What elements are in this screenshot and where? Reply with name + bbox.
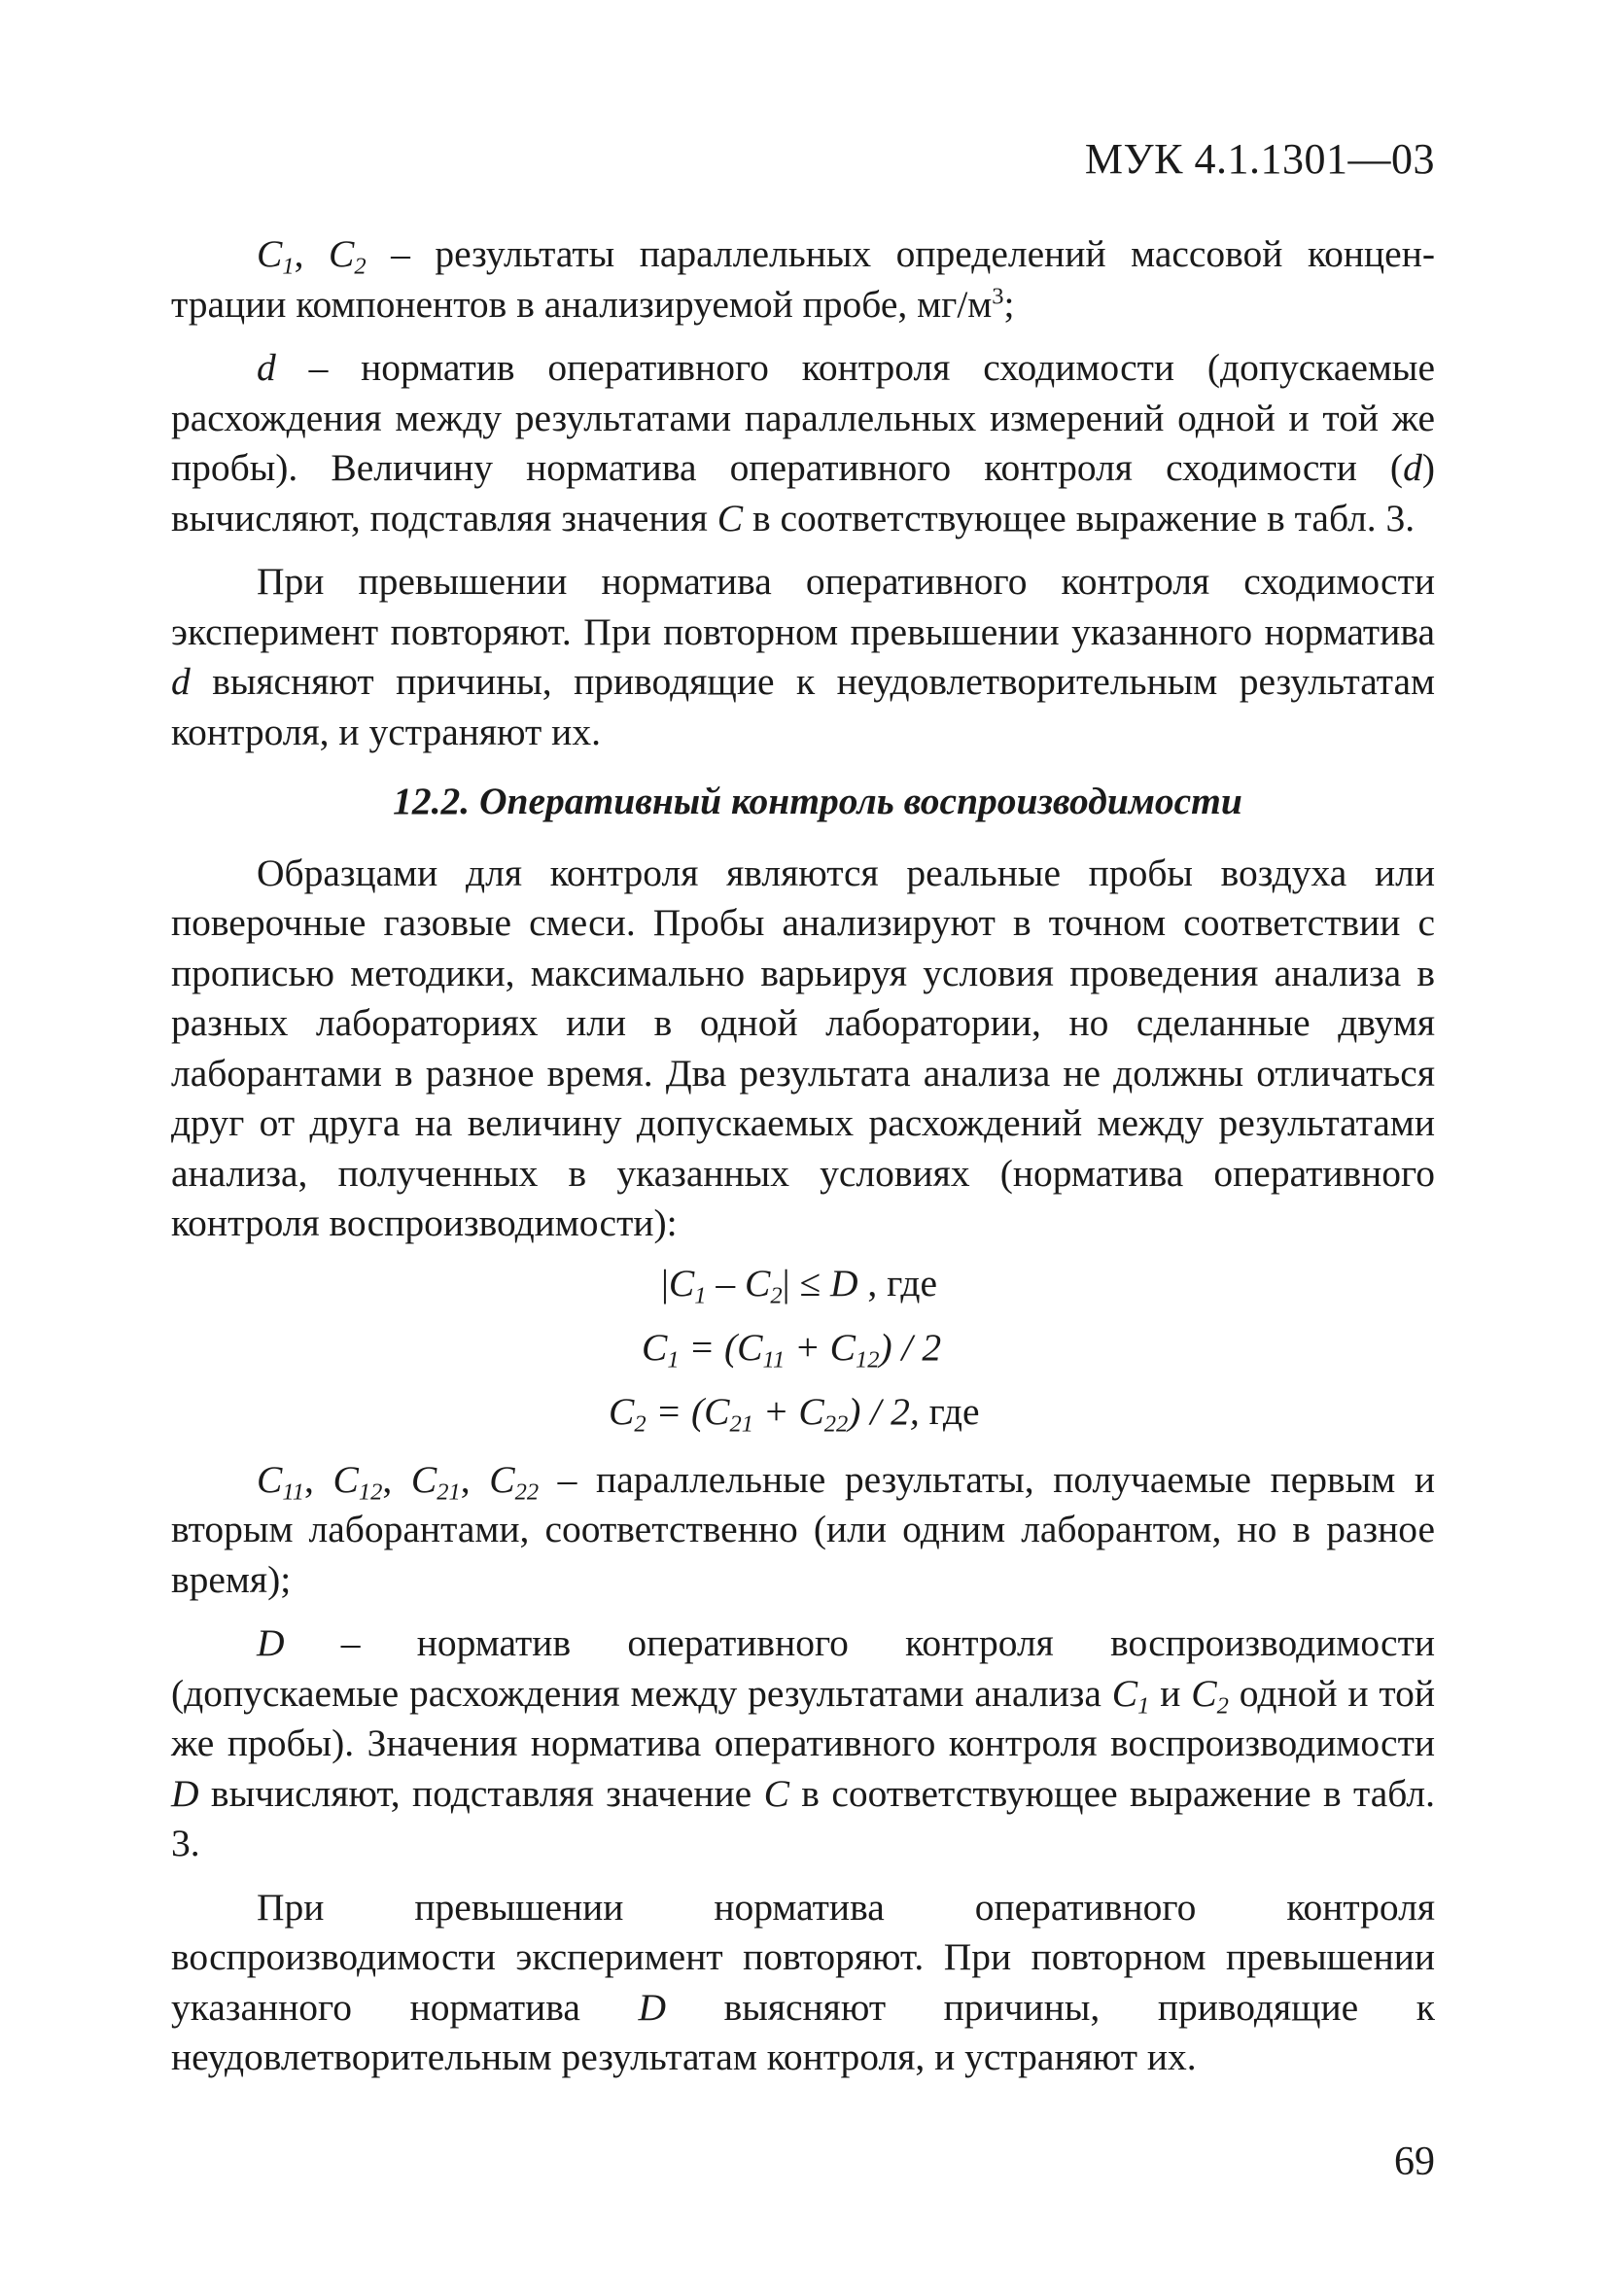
formula-c1: $C_1 = (C_{11} + C_{12}) / 2$ <box>642 1325 942 1373</box>
body-text <box>171 229 1435 2083</box>
formula-c2: $C_2 = (C_{21} + C_{22}) / 2$, где <box>609 1389 980 1437</box>
paragraph-D-definition: D – норматив оперативного контроля воспроизводимости (допускаемые расхождения между результатами анализа $C_1$ и $C_2$ одной и той же пробы). Значения норматива оперативного контроля воспроизводимости D вычисляют, подставляя значение C в соответствующее выражение в табл. 3. <box>171 1621 1435 1864</box>
section-title: 12.2. Оперативный контроль воспроизводимости <box>393 780 1242 822</box>
formula-difference: $|C_1 - C_2| \le D$ , где <box>661 1261 938 1308</box>
var-c: C <box>257 232 283 275</box>
paragraph-c1-c2-definition: $C_1$, $C_2$ – результаты параллельных определений массовой концен-трации компонентов в анализируемой пробе, $мг/м^3$; <box>171 232 1435 326</box>
paragraph-convergence-exceeded: При превышении норматива оперативного контроля сходимости эксперимент повторяют. При повторном превышении указанного норматива d выясняют причины, приводящие к неудовлетворительным результатам контроля, и устраняют их. <box>171 560 1435 753</box>
document-code-header: МУК 4.1.1301—03 <box>1084 135 1435 183</box>
paragraph-reproducibility-samples: Образцами для контроля являются реальные пробы воздуха или поверочные газовые смеси. Пробы анализируют в точном соответствии с прописью методики, максимально варьируя условия проведения анализа в разных лабораториях или в одной лаборатории, но сделанные двумя лаборантами в разное время. Два результата анализа не должны отличаться друг от друга на величину допускаемых расхождений между результатами анализа, полученных в указанных условиях (норматива оперативного контроля воспроизводимости): <box>171 851 1435 1244</box>
paragraph-parallel-results: $C_{11}$, $C_{12}$, $C_{21}$, $C_{22}$ – параллельные результаты, получаемые первым и вторым лаборантами, соответственно (или одним лаборантом, но в разное время); <box>171 1457 1436 1601</box>
paragraph-reproducibility-exceeded: При превышении норматива оперативного контроля воспроизводимости эксперимент повторяют. При повторном превышении указанного норматива D выясняют причины, приводящие к неудовлетворительным результатам контроля, и устраняют их. <box>171 1885 1435 2078</box>
page-number: 69 <box>1394 2139 1435 2184</box>
paragraph-d-definition: d – норматив оперативного контроля сходимости (допускаемые расхождения между результатами параллельных измерений одной и той же пробы). Величину норматива оперативного контроля сходимости (d) вычисляют, подставляя значения C в соответствующее выражение в табл. 3. <box>171 346 1435 539</box>
